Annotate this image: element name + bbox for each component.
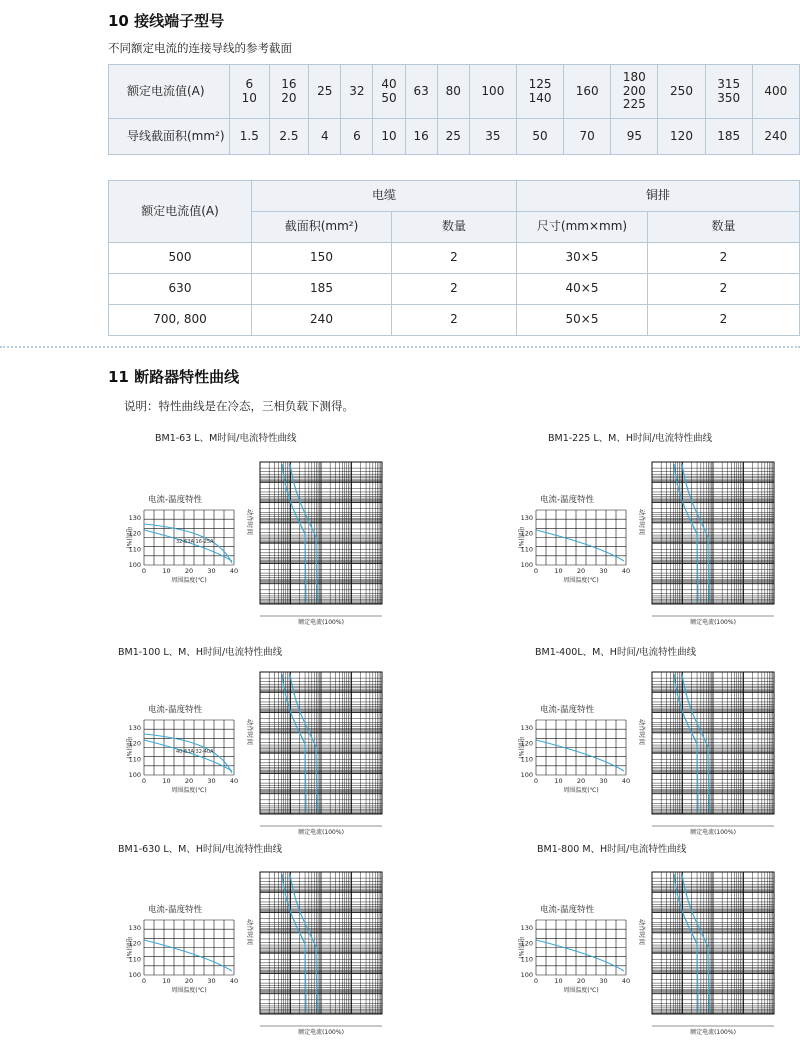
- curve-title: BM1-400L、M、H时间/电流特性曲线: [535, 647, 697, 658]
- rated-current-value: 20: [281, 90, 297, 105]
- table-cell: 500: [109, 243, 252, 274]
- curve-title: BM1-630 L、M、H时间/电流特性曲线: [118, 844, 283, 855]
- temp-ytick: 130: [128, 514, 141, 522]
- curve-figure: [510, 440, 780, 625]
- curve-title: BM1-225 L、M、H时间/电流特性曲线: [548, 433, 713, 444]
- tc-ylabel: 动作时间: [246, 509, 254, 535]
- temp-series-label: 40-63A 32-40A: [176, 749, 214, 755]
- table-cell: 240: [252, 305, 392, 336]
- wire-area-cell: 1.5: [230, 119, 270, 155]
- temp-ytick: 110: [520, 545, 533, 554]
- curve-figure: [118, 440, 388, 625]
- rated-current-cell: [269, 65, 309, 119]
- section-10-title: 10 接线端子型号: [108, 12, 225, 30]
- quantity2-header: 数量: [648, 212, 800, 243]
- temp-xtick: 40: [621, 567, 631, 575]
- wire-section-table: [108, 64, 800, 155]
- temp-xtick: 0: [533, 567, 539, 575]
- temp-ytick: 120: [520, 939, 533, 948]
- rated-current-value: 50: [381, 90, 397, 105]
- tc-xlabel: 额定电流(100%): [298, 1029, 344, 1036]
- temp-xtick: 20: [184, 567, 194, 575]
- temp-curve: [536, 940, 624, 971]
- wire-area-cell: 95: [611, 119, 658, 155]
- rated-current-cell: [658, 65, 705, 119]
- temp-ytick: 100: [128, 971, 141, 979]
- rated-current-cell: [516, 65, 563, 119]
- rated-current-value: 350: [717, 90, 741, 105]
- temp-xtick: 0: [533, 977, 539, 985]
- temp-xtick: 40: [621, 777, 631, 785]
- rated-current-value: 400: [764, 83, 788, 98]
- curve-figure: [118, 850, 388, 1035]
- wire-area-cell: 120: [658, 119, 705, 155]
- rated-current-value: 80: [445, 83, 461, 98]
- rated-current-cell: [437, 65, 469, 119]
- rated-current-value: 125: [528, 76, 552, 91]
- temp-ytick: 130: [128, 724, 141, 732]
- wire-area-cell: 25: [437, 119, 469, 155]
- temp-xtick: 20: [576, 777, 586, 785]
- tc-ylabel: 动作时间: [638, 719, 646, 745]
- temp-chart-title: 电流-温度特性: [540, 705, 595, 715]
- wire-area-cell: 6: [341, 119, 373, 155]
- temp-ylabel: 电流(%): [125, 526, 132, 549]
- temp-xlabel: 周围温度(℃): [563, 787, 599, 794]
- rated-current-value: 6: [245, 76, 254, 91]
- wire-area-cell: 10: [373, 119, 405, 155]
- table-cell: 630: [109, 274, 252, 305]
- wire-area-cell: 4: [309, 119, 341, 155]
- section-divider: [0, 346, 800, 348]
- rated-current-value: 32: [349, 83, 365, 98]
- temp-xtick: 0: [533, 777, 539, 785]
- temp-ytick: 120: [520, 739, 533, 748]
- temp-ytick: 130: [128, 924, 141, 932]
- rated-current-value: 16: [281, 76, 297, 91]
- tc-ylabel: 动作时间: [246, 719, 254, 745]
- rated-current-cell: [469, 65, 516, 119]
- temp-xtick: 30: [207, 777, 216, 785]
- temp-ytick: 110: [128, 955, 141, 964]
- temp-xtick: 40: [229, 777, 239, 785]
- wire-area-cell: 2.5: [269, 119, 309, 155]
- temp-xlabel: 周围温度(℃): [563, 987, 599, 994]
- table-cell: 2: [392, 243, 517, 274]
- rated-current-cell: [405, 65, 437, 119]
- temp-ytick: 110: [520, 755, 533, 764]
- tc-xlabel: 额定电流(100%): [298, 619, 344, 626]
- temp-ytick: 100: [520, 771, 533, 779]
- temp-ytick: 120: [128, 739, 141, 748]
- temp-xtick: 30: [599, 567, 608, 575]
- temp-xlabel: 周围温度(℃): [171, 987, 207, 994]
- temp-ytick: 100: [520, 971, 533, 979]
- table-cell: 2: [648, 274, 800, 305]
- temp-xtick: 30: [599, 777, 608, 785]
- temp-ytick: 100: [520, 561, 533, 569]
- temp-series-label: 32-63A 16-25A: [176, 539, 214, 545]
- rated-current-value: 25: [317, 83, 333, 98]
- temp-xtick: 10: [554, 567, 563, 575]
- curve-title: BM1-63 L、M时间/电流特性曲线: [155, 433, 297, 444]
- temp-ylabel: 电流(%): [125, 936, 132, 959]
- temp-chart-title: 电流-温度特性: [148, 905, 203, 915]
- temp-curve: [144, 940, 232, 971]
- temp-xlabel: 周围温度(℃): [563, 577, 599, 584]
- temp-xtick: 30: [207, 567, 216, 575]
- quantity-header: 数量: [392, 212, 517, 243]
- cross-section-header: 截面积(mm²): [252, 212, 392, 243]
- table-cell: 2: [648, 305, 800, 336]
- temp-curve: [536, 740, 624, 771]
- curve-figure: [510, 650, 780, 835]
- table-cell: 40×5: [517, 274, 648, 305]
- rated-current-value: 140: [528, 90, 552, 105]
- temp-ytick: 130: [520, 724, 533, 732]
- tc-xlabel: 额定电流(100%): [690, 619, 736, 626]
- curve-title: BM1-800 M、H时间/电流特性曲线: [537, 844, 687, 855]
- table-cell: 2: [392, 305, 517, 336]
- temp-curve: [536, 530, 624, 561]
- wire-area-cell: 16: [405, 119, 437, 155]
- table-cell: 30×5: [517, 243, 648, 274]
- temp-chart-title: 电流-温度特性: [148, 705, 203, 715]
- temp-ytick: 120: [128, 529, 141, 538]
- temp-xtick: 20: [184, 977, 194, 985]
- table-cell: 50×5: [517, 305, 648, 336]
- temp-xtick: 30: [599, 977, 608, 985]
- temp-xtick: 20: [576, 977, 586, 985]
- rated-current-header: 额定电流值(A): [109, 181, 252, 243]
- temp-xtick: 30: [207, 977, 216, 985]
- temp-ylabel: 电流(%): [517, 736, 524, 759]
- temp-ytick: 120: [128, 939, 141, 948]
- copper-bar-header: 铜排: [517, 181, 800, 212]
- temp-curve: [144, 530, 232, 561]
- table-cell: 700, 800: [109, 305, 252, 336]
- temp-xtick: 10: [162, 777, 171, 785]
- temp-ytick: 130: [520, 514, 533, 522]
- temp-ylabel: 电流(%): [125, 736, 132, 759]
- temp-ytick: 100: [128, 561, 141, 569]
- temp-xtick: 20: [576, 567, 586, 575]
- temp-curve: [144, 740, 232, 771]
- rated-current-value: 63: [413, 83, 429, 98]
- rated-current-value: 200: [622, 83, 646, 98]
- table-cell: 185: [252, 274, 392, 305]
- rated-current-cell: [705, 65, 752, 119]
- table-cell: 2: [392, 274, 517, 305]
- section-11-note: 说明：特性曲线是在冷态，三相负载下测得。: [124, 399, 354, 413]
- rated-current-value: 160: [575, 83, 599, 98]
- temp-xlabel: 周围温度(℃): [171, 787, 207, 794]
- temp-ylabel: 电流(%): [517, 526, 524, 549]
- rated-current-cell: [309, 65, 341, 119]
- rated-current-value: 225: [622, 97, 646, 112]
- temp-ytick: 110: [128, 545, 141, 554]
- cable-header: 电缆: [252, 181, 517, 212]
- rated-current-cell: [373, 65, 405, 119]
- table-cell: 150: [252, 243, 392, 274]
- temp-chart-title: 电流-温度特性: [540, 495, 595, 505]
- rated-current-cell: [752, 65, 799, 119]
- tc-xlabel: 额定电流(100%): [690, 1029, 736, 1036]
- rated-current-value: 180: [622, 69, 646, 84]
- temp-ytick: 100: [128, 771, 141, 779]
- wire-area-header: 导线截面积(mm²): [109, 119, 230, 155]
- temp-chart-title: 电流-温度特性: [148, 495, 203, 505]
- curve-figure: [510, 850, 780, 1035]
- temp-xtick: 20: [184, 777, 194, 785]
- curve-figure: [118, 650, 388, 835]
- rated-current-value: 40: [381, 76, 397, 91]
- temp-chart-title: 电流-温度特性: [540, 905, 595, 915]
- temp-ytick: 120: [520, 529, 533, 538]
- temp-xlabel: 周围温度(℃): [171, 577, 207, 584]
- tc-xlabel: 额定电流(100%): [690, 829, 736, 836]
- wire-area-cell: 50: [516, 119, 563, 155]
- wire-area-cell: 35: [469, 119, 516, 155]
- tc-ylabel: 动作时间: [246, 919, 254, 945]
- temp-xtick: 0: [141, 977, 147, 985]
- temp-xtick: 40: [229, 977, 239, 985]
- wire-area-cell: 185: [705, 119, 752, 155]
- tc-ylabel: 动作时间: [638, 509, 646, 535]
- temp-ylabel: 电流(%): [517, 936, 524, 959]
- temp-xtick: 0: [141, 567, 147, 575]
- tc-xlabel: 额定电流(100%): [298, 829, 344, 836]
- cable-copper-table: [108, 180, 800, 336]
- temp-xtick: 40: [621, 977, 631, 985]
- section-10-subtitle: 不同额定电流的连接导线的参考截面: [108, 41, 292, 55]
- rated-current-value: 250: [670, 83, 693, 98]
- wire-area-cell: 70: [564, 119, 611, 155]
- rated-current-header: 额定电流值(A): [109, 65, 230, 119]
- temp-xtick: 10: [554, 977, 563, 985]
- temp-ytick: 130: [520, 924, 533, 932]
- rated-current-cell: [341, 65, 373, 119]
- table-cell: 2: [648, 243, 800, 274]
- wire-area-cell: 240: [752, 119, 799, 155]
- temp-xtick: 40: [229, 567, 239, 575]
- rated-current-cell: [611, 65, 658, 119]
- rated-current-cell: [230, 65, 270, 119]
- section-11-title: 11 断路器特性曲线: [108, 368, 240, 386]
- size-header: 尺寸(mm×mm): [517, 212, 648, 243]
- rated-current-value: 10: [241, 90, 257, 105]
- tc-ylabel: 动作时间: [638, 919, 646, 945]
- temp-ytick: 110: [520, 955, 533, 964]
- temp-xtick: 10: [554, 777, 563, 785]
- rated-current-value: 315: [717, 76, 741, 91]
- temp-xtick: 0: [141, 777, 147, 785]
- temp-xtick: 10: [162, 977, 171, 985]
- rated-current-cell: [564, 65, 611, 119]
- temp-ytick: 110: [128, 755, 141, 764]
- curve-title: BM1-100 L、M、H时间/电流特性曲线: [118, 647, 283, 658]
- rated-current-value: 100: [481, 83, 505, 98]
- temp-xtick: 10: [162, 567, 171, 575]
